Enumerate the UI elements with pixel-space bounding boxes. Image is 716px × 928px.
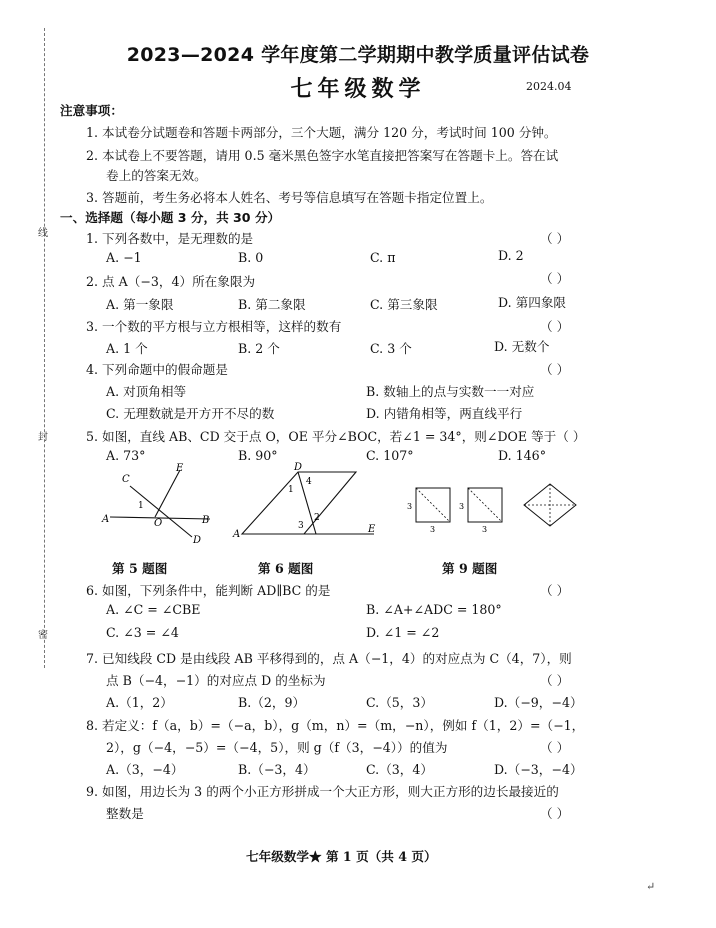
q6-option-d: D. ∠1 = ∠2 [366, 625, 440, 640]
q4-option-d: D. 内错角相等，两直线平行 [366, 406, 523, 421]
q3-option-d: D. 无数个 [494, 339, 550, 354]
fig6-label-4: 4 [306, 477, 312, 487]
q8-answer-paren: （ ） [540, 740, 570, 755]
q3-option-a: A. 1 个 [106, 341, 148, 356]
q7-answer-paren: （ ） [540, 673, 570, 688]
q7-option-c: C.（5，3） [366, 695, 433, 710]
fig5-label-a: A [102, 514, 110, 525]
note-2: 2. 本试卷上不要答题，请用 0.5 毫米黑色签字水笔直接把答案写在答题卡上。答在试 [86, 148, 559, 163]
fig9-label-3b: 3 [430, 525, 436, 534]
q2-option-a: A. 第一象限 [106, 297, 174, 312]
figure-9 [404, 482, 584, 546]
q3-option-b: B. 2 个 [238, 341, 280, 356]
fig5-label-c: C [122, 474, 130, 485]
q2-option-b: B. 第二象限 [238, 297, 306, 312]
q7-stem-line2: 点 B（−4，−1）的对应点 D 的坐标为 [106, 673, 326, 688]
binding-line [44, 28, 45, 668]
q4-option-c: C. 无理数就是开方开不尽的数 [106, 406, 275, 421]
fig9-label-3c: 3 [459, 502, 465, 511]
q1-option-c: C. π [370, 250, 396, 265]
q5-option-d: D. 146° [498, 448, 546, 463]
q5-option-b: B. 90° [238, 448, 278, 463]
exam-date: 2024.04 [526, 80, 572, 93]
q6-stem: 6. 如图，下列条件中，能判断 AD∥BC 的是 [86, 583, 331, 598]
q1-option-b: B. 0 [238, 250, 264, 265]
fig9-diag-left [416, 488, 450, 522]
q1-option-d: D. 2 [498, 248, 524, 263]
page-footer: 七年级数学★ 第 1 页（共 4 页） [246, 849, 437, 864]
note-2-cont: 卷上的答案无效。 [106, 168, 207, 183]
q7-stem-line1: 7. 已知线段 CD 是由线段 AB 平移得到的，点 A（−1，4）的对应点为 C（4，7），则 [86, 651, 572, 666]
fig5-label-o: O [154, 518, 163, 529]
q7-option-b: B.（2，9） [238, 695, 306, 710]
fig6-label-a: A [233, 529, 241, 540]
q5-stem: 5. 如图，直线 AB、CD 交于点 O，OE 平分∠BOC，若∠1 = 34°，则∠DOE 等于（ ） [86, 429, 586, 444]
q2-option-d: D. 第四象限 [498, 295, 567, 310]
q5-option-a: A. 73° [106, 448, 146, 463]
q3-stem: 3. 一个数的平方根与立方根相等，这样的数有 [86, 319, 342, 334]
q1-option-a: A. −1 [106, 250, 142, 265]
q7-option-a: A.（1，2） [106, 695, 173, 710]
q2-option-c: C. 第三象限 [370, 297, 438, 312]
q8-stem-line2: 2），g（−4，−5）=（−4，5），则 g（f（3，−4））的值为 [106, 740, 448, 755]
q3-option-c: C. 3 个 [370, 341, 412, 356]
figure-5-caption: 第 5 题图 [112, 561, 168, 576]
q9-answer-paren: （ ） [540, 806, 570, 821]
q2-answer-paren: （ ） [540, 271, 570, 286]
note-3: 3. 答题前，考生务必将本人姓名、考号等信息填写在答题卡指定位置上。 [86, 190, 493, 205]
q8-option-d: D.（−3，−4） [494, 762, 583, 777]
fig6-label-d: D [294, 462, 303, 473]
q3-answer-paren: （ ） [540, 319, 570, 334]
q9-stem-line1: 9. 如图，用边长为 3 的两个小正方形拼成一个大正方形，则大正方形的边长最接近的 [86, 784, 559, 799]
fig5-label-b: B [202, 515, 210, 526]
fig9-label-3a: 3 [407, 502, 413, 511]
q4-answer-paren: （ ） [540, 362, 570, 377]
fig5-line-cd [130, 486, 192, 537]
q7-option-d: D.（−9，−4） [494, 695, 583, 710]
figure-6 [228, 462, 388, 544]
q8-option-b: B.（−3，4） [238, 762, 316, 777]
q4-option-a: A. 对顶角相等 [106, 384, 187, 399]
paragraph-mark: ↵ [646, 880, 656, 893]
q1-stem: 1. 下列各数中，是无理数的是 [86, 231, 254, 246]
q2-stem: 2. 点 A（−3，4）所在象限为 [86, 274, 256, 289]
exam-subtitle: 七年级数学 [290, 77, 426, 102]
fig6-label-1: 1 [288, 485, 294, 495]
fig9-diag-right [468, 488, 502, 522]
figure-6-caption: 第 6 题图 [258, 561, 314, 576]
side-mark-feng: 封 [38, 432, 48, 443]
fig5-label-1: 1 [138, 501, 144, 511]
q4-stem: 4. 下列命题中的假命题是 [86, 362, 228, 377]
q6-option-c: C. ∠3 = ∠4 [106, 625, 179, 640]
section-1-heading: 一、选择题（每小题 3 分，共 30 分） [60, 210, 281, 225]
fig6-label-3: 3 [298, 521, 304, 531]
q8-option-a: A.（3，−4） [106, 762, 184, 777]
q5-option-c: C. 107° [366, 448, 414, 463]
exam-title: 2023—2024 学年度第二学期期中教学质量评估试卷 [126, 44, 590, 66]
fig9-label-3d: 3 [482, 525, 488, 534]
fig6-label-2: 2 [314, 513, 320, 523]
note-1: 1. 本试卷分试题卷和答题卡两部分，三个大题，满分 120 分，考试时间 100 分钟。 [86, 125, 557, 140]
q4-option-b: B. 数轴上的点与实数一一对应 [366, 384, 535, 399]
side-mark-xian: 线 [38, 228, 48, 239]
fig5-label-d: D [193, 535, 202, 544]
side-mark-mi: 密 [38, 630, 48, 641]
q6-option-b: B. ∠A+∠ADC = 180° [366, 602, 502, 617]
q8-option-c: C.（3，4） [366, 762, 433, 777]
fig6-label-e: E [368, 524, 376, 535]
q8-stem-line1: 8. 若定义：f（a，b）=（−a，b），g（m，n）=（m，−n），例如 f（1，2）=（−1， [86, 718, 585, 733]
q6-option-a: A. ∠C = ∠CBE [106, 602, 201, 617]
notes-heading: 注意事项： [60, 103, 123, 118]
fig5-ray-oe [155, 470, 180, 517]
q6-answer-paren: （ ） [540, 583, 570, 598]
fig5-label-e: E [176, 463, 184, 474]
figure-5 [100, 462, 220, 544]
q9-stem-line2: 整数是 [106, 806, 144, 821]
figure-9-caption: 第 9 题图 [442, 561, 498, 576]
q1-answer-paren: （ ） [540, 231, 570, 246]
